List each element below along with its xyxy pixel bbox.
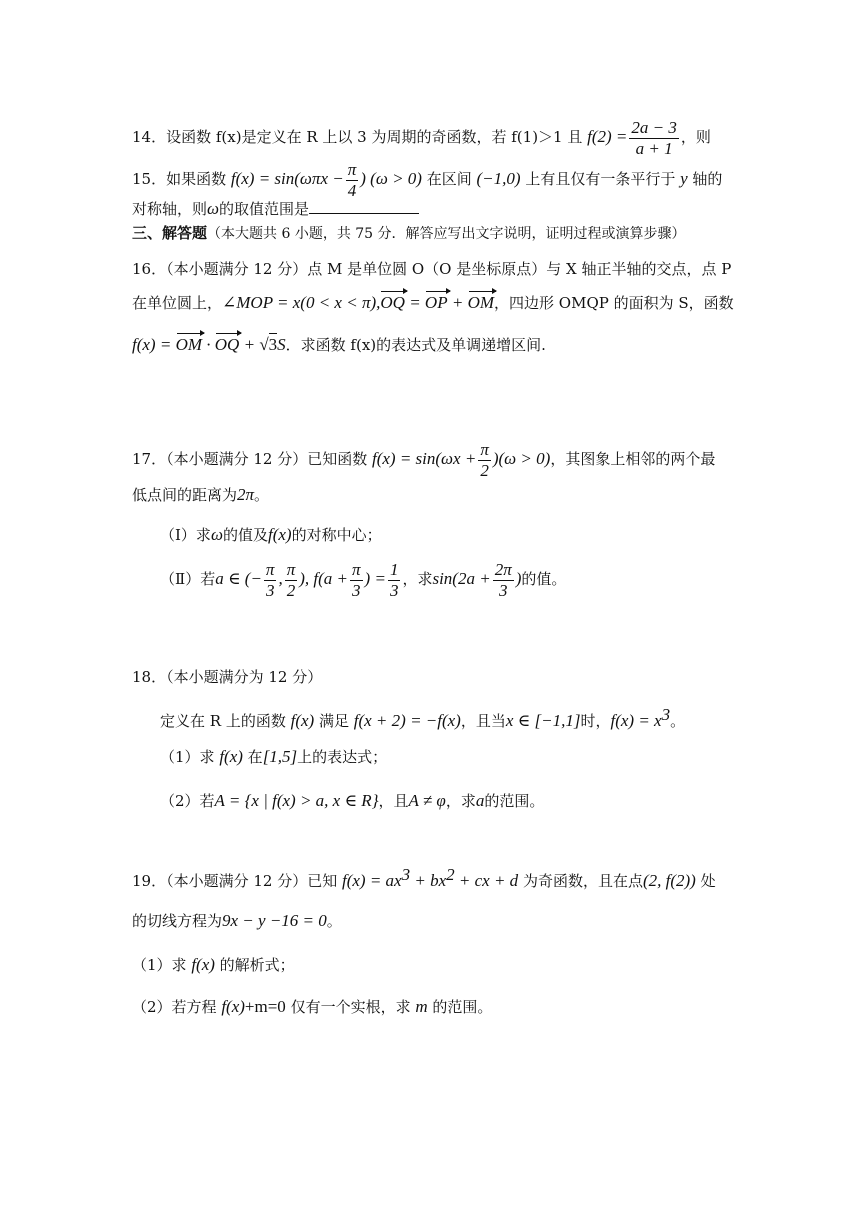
q18-p1-m2: [1,5] (262, 747, 298, 766)
q18-line2-d: 时， (580, 712, 611, 730)
q17-p2-f3-den: 3 (352, 580, 361, 600)
q18-line1: 18．（本小题满分为 12 分） (132, 668, 323, 686)
q15-math-func: f(x) = sin(ωπx − (230, 169, 344, 189)
q19-line1-c: 处 (695, 872, 716, 890)
question-17-part-2 (160, 560, 566, 600)
q18-p1-m1: f(x) (219, 747, 243, 766)
q17-frac-den: 2 (480, 460, 489, 480)
q16-math-f: f(x) = (132, 335, 176, 354)
question-19-part-1 (132, 956, 295, 973)
q18-p2-m2: A ≠ φ (408, 791, 446, 810)
vector-oq: OQ (380, 293, 405, 312)
q19-line1-b: 为奇函数，且在点 (518, 872, 643, 890)
q19-p2-b: 仅有一个实根，求 (285, 998, 416, 1016)
q16-plus-2: + (239, 335, 260, 354)
q17-p2-fraction-2 (285, 560, 298, 600)
question-15-line-2 (132, 200, 419, 217)
q17-p2-f1-den: 3 (265, 580, 275, 600)
q19-line1-m1: f(x) = ax (341, 871, 402, 890)
q19-p2-m2: +m=0 (244, 997, 286, 1016)
q17-fraction (478, 440, 491, 480)
q16-line2-b: ，四边形 OMQP 的面积为 S，函数 (494, 294, 734, 312)
answer-blank (309, 213, 419, 214)
section-3-heading (132, 226, 686, 241)
q18-line2-e: 。 (670, 712, 686, 730)
question-18-line-2 (160, 706, 685, 729)
q18-line2-c: ，且当 (460, 712, 506, 730)
q19-line2-a: 的切线方程为 (132, 912, 223, 930)
question-18-part-2 (160, 792, 544, 809)
q14-text: 14．设函数 f(x)是定义在 R 上以 3 为周期的奇函数，若 f(1)＞1 且 (132, 128, 588, 147)
q19-p1-b: 的解析式； (214, 956, 295, 974)
question-19-line-1 (132, 866, 716, 889)
question-14 (132, 118, 711, 158)
q16-line3-b: ．求函数 f(x)的表达式及单调递增区间. (285, 336, 546, 354)
q18-line2-m3: x ∈ [−1,1] (505, 711, 581, 730)
question-17-line-2 (132, 486, 269, 503)
q17-p2-fraction-3 (350, 560, 363, 600)
q15-frac-num: π (347, 160, 357, 179)
q19-p2-a: （2）若方程 (132, 998, 222, 1016)
q17-p1-c: 的对称中心； (291, 526, 382, 544)
q16-plus: + (447, 293, 468, 312)
vector-oq-2: OQ (214, 335, 240, 354)
q17-p2-fraction-4 (388, 560, 401, 600)
q15-math-interval: (−1,0) (476, 169, 521, 189)
q15-math-omega: ω (207, 199, 220, 218)
q17-math-close: )(ω > 0) (492, 449, 551, 469)
q17-p2-f2-den: 2 (286, 580, 296, 600)
q17-p2-comma: , (278, 569, 283, 589)
q15-fraction (346, 160, 359, 200)
q18-p1-c: 上的表达式； (297, 748, 388, 766)
q15-line2-b: 的取值范围是 (219, 200, 310, 218)
q19-p2-m1: f(x) (221, 997, 245, 1016)
q17-line1-b: ，其图象上相邻的两个最 (550, 450, 716, 469)
q15-text-d: 轴的 (687, 170, 723, 189)
q18-line2-m4: f(x) = x (610, 711, 662, 730)
question-16-line-3 (132, 336, 546, 353)
q18-p2-m1: A = {x | f(x) > a, x ∈ R} (214, 791, 379, 810)
section-3-note: （本大题共 6 小题，共 75 分．解答应写出文字说明，证明过程或演算步骤） (207, 226, 686, 242)
question-19-part-2 (132, 998, 492, 1015)
q17-p2-math3: ) = (364, 569, 386, 589)
q17-p2-math1: a ∈ (− (215, 569, 262, 589)
q17-p2-f3-num: π (352, 560, 361, 579)
vector-om: OM (467, 293, 495, 312)
q18-p1-b: 在 (242, 748, 263, 766)
q19-p2-m3: m (415, 997, 428, 1016)
q16-sqrt-num: 3 (268, 335, 278, 354)
q16-math-angle: ∠MOP = x(0 < x < π), (222, 293, 381, 312)
q17-line2-a: 低点间的距离为 (132, 486, 238, 504)
q17-frac-num: π (480, 440, 489, 459)
q14-fraction (629, 118, 678, 158)
q19-line1-e2: 2 (446, 865, 455, 884)
q17-p1-omega: ω (210, 525, 223, 544)
q18-p2-d: 的范围。 (484, 792, 545, 810)
q17-p1-f: f(x) (267, 525, 292, 544)
q18-p1-a: （1）求 (160, 748, 220, 766)
q18-p2-c: ，求 (445, 792, 476, 810)
q15-math-close: ) (ω > 0) (360, 169, 422, 189)
vector-om-2: OM (175, 335, 203, 354)
q18-line2-b: 满足 (314, 712, 354, 730)
vector-op: OP (424, 293, 448, 312)
q15-text-b: 在区间 (421, 170, 477, 189)
q17-p2-fraction-1 (264, 560, 277, 600)
q17-p2-f2-num: π (286, 560, 296, 579)
q14-math-f2: f(2) = (587, 127, 628, 147)
q19-line2-b: 。 (326, 912, 342, 930)
question-16-line-2 (132, 294, 734, 311)
q19-p1-a: （1）求 (132, 956, 192, 974)
q15-frac-den: 4 (347, 180, 357, 200)
q17-p2-c: 的值。 (521, 570, 567, 589)
q17-p2-b: ，求 (402, 570, 433, 589)
q14-frac-num: 2a − 3 (631, 118, 677, 137)
question-19-line-2 (132, 912, 342, 929)
q19-line1-a: 19．（本小题满分 12 分）已知 (132, 872, 342, 890)
q14-text-end: ，则 (680, 128, 711, 147)
q16-line1: 16．（本小题满分 12 分）点 M 是单位圆 O（O 是坐标原点）与 X 轴正半轴的交点，点 P (132, 260, 732, 278)
q17-p2-f1-num: π (265, 560, 275, 579)
q15-math-y: y (680, 169, 688, 189)
q17-p2-fraction-5 (493, 560, 514, 600)
q19-line1-e1: 3 (401, 865, 411, 884)
q19-line1-m4: (2, f(2)) (642, 871, 696, 890)
q16-dot: · (202, 335, 215, 354)
q17-p1-b: 的值及 (222, 526, 268, 544)
q16-line2-a: 在单位圆上， (132, 294, 223, 312)
q17-p2-f4-den: 3 (389, 580, 399, 600)
q18-p2-a: （2）若 (160, 792, 215, 810)
q17-p2-f4-num: 1 (389, 560, 399, 579)
q15-text-c: 上有且仅有一条平行于 (520, 170, 681, 189)
q17-p1-a: （Ⅰ）求 (160, 526, 211, 544)
sqrt-symbol: √ (259, 335, 269, 354)
q15-text-a: 15．如果函数 (132, 170, 231, 189)
question-15-line-1 (132, 160, 722, 200)
q19-line1-m3: + cx + d (454, 871, 519, 890)
question-17-part-1 (160, 526, 382, 543)
q18-line2-exp: 3 (661, 705, 671, 724)
question-18-part-1 (160, 748, 387, 765)
question-16-line-1 (132, 262, 731, 277)
q17-math-2pi: 2π (237, 485, 255, 504)
q17-p2-f5-num: 2π (494, 560, 512, 579)
q15-line2-a: 对称轴，则 (132, 200, 208, 218)
q17-p2-a: （Ⅱ）若 (160, 570, 216, 589)
q17-line2-b: 。 (254, 486, 270, 504)
q14-frac-den: a + 1 (635, 138, 673, 158)
q19-p2-c: 的范围。 (427, 998, 493, 1016)
q19-line2-m: 9x − y −16 = 0 (222, 911, 327, 930)
q17-p2-f5-den: 3 (498, 580, 508, 600)
q16-math-s: S (277, 335, 286, 354)
q17-math-func: f(x) = sin(ωx + (371, 449, 477, 469)
q18-p2-b: ，且 (378, 792, 409, 810)
q19-p1-m: f(x) (191, 955, 215, 974)
question-17-line-1 (132, 440, 715, 480)
q18-line2-a: 定义在 R 上的函数 (160, 712, 291, 730)
q17-p2-math2: ), f(a + (299, 569, 349, 589)
q16-eq: = (404, 293, 425, 312)
q18-p2-m3: a (475, 791, 485, 810)
section-3-title: 三、解答题 (132, 224, 208, 242)
q17-line1-a: 17．（本小题满分 12 分）已知函数 (132, 450, 372, 469)
q19-line1-m2: + bx (410, 871, 447, 890)
q18-line2-m1: f(x) (290, 711, 315, 730)
q18-line2-m2: f(x + 2) = −f(x) (353, 711, 461, 730)
q17-p2-math5: ) (515, 569, 522, 589)
question-18-line-1 (132, 670, 322, 685)
q17-p2-math4: sin(2a + (432, 569, 491, 589)
